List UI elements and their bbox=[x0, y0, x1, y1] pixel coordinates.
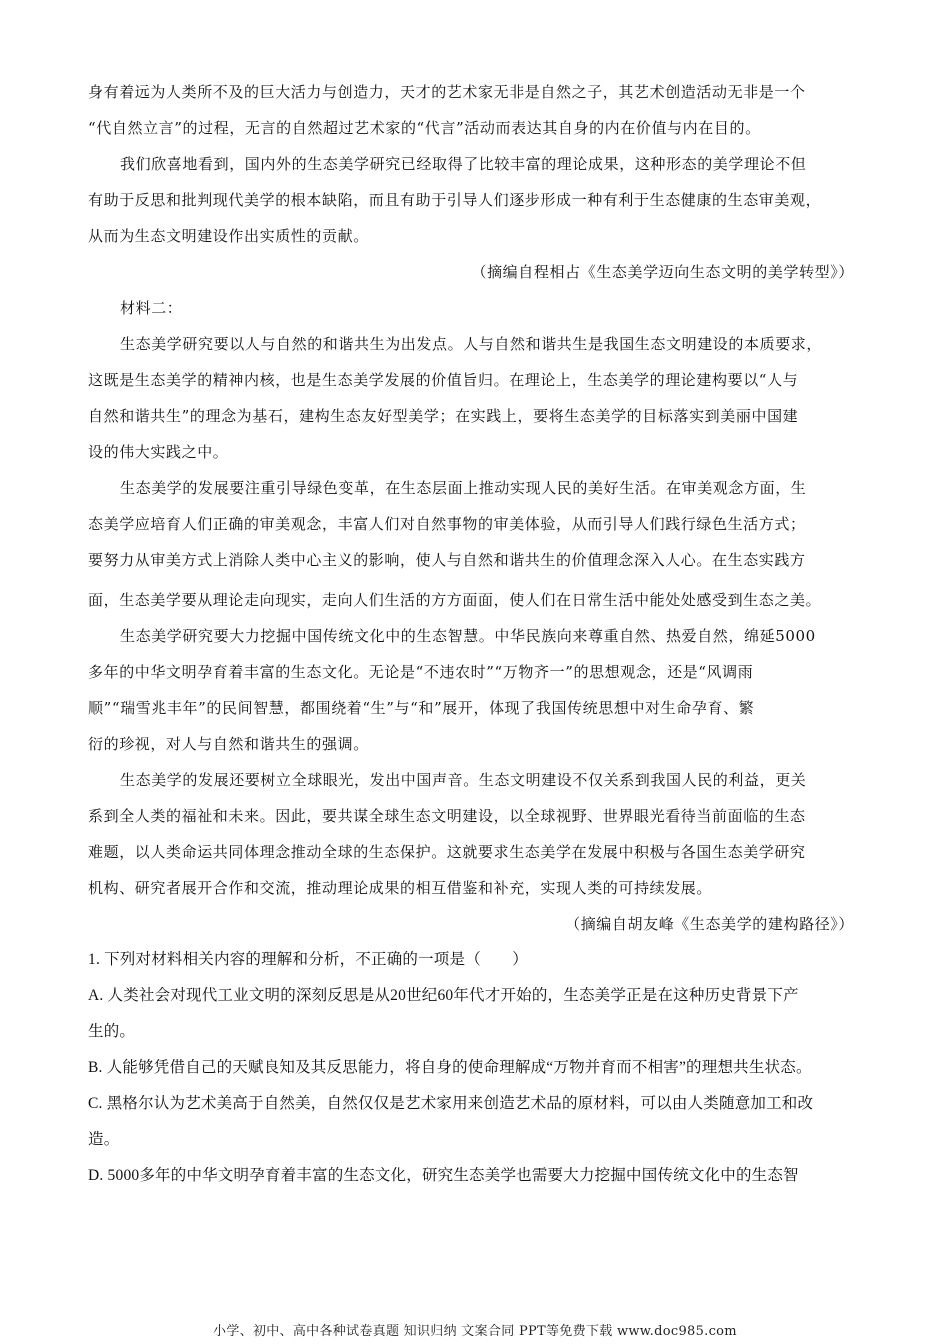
source-citation: （摘编自程相占《生态美学迈向生态文明的美学转型》） bbox=[471, 263, 854, 281]
passage-line: 设的伟大实践之中。 bbox=[88, 443, 229, 461]
option-c: C. 黑格尔认为艺术美高于自然美，自然仅仅是艺术家用来创造艺术品的原材料，可以由人类随意加工和改 bbox=[88, 1095, 814, 1112]
passage-line: 多年的中华文明孕育着丰富的生态文化。无论是“不违农时”“万物齐一”的思想观念，还是“风调雨 bbox=[88, 663, 754, 681]
option-d: D. 5000多年的中华文明孕育着丰富的生态文化，研究生态美学也需要大力挖掘中国传统文化中的生态智 bbox=[88, 1167, 799, 1184]
passage-line: 我们欣喜地看到，国内外的生态美学研究已经取得了比较丰富的理论成果，这种形态的美学理论不但 bbox=[120, 155, 807, 173]
passage-line: 机构、研究者展开合作和交流，推动理论成果的相互借鉴和补充，实现人类的可持续发展。 bbox=[88, 879, 713, 897]
option-a: A. 人类社会对现代工业文明的深刻反思是从20世纪60年代才开始的，生态美学正是在这种历史背景下产 bbox=[88, 987, 799, 1004]
option-b: B. 人能够凭借自己的天赋良知及其反思能力，将自身的使命理解成“万物并育而不相害”的理想共生状态。 bbox=[88, 1059, 812, 1076]
passage-line: “代自然立言”的过程，无言的自然超过艺术家的“代言”活动而表达其自身的内在价值与内在目的。 bbox=[88, 119, 761, 137]
passage-line: 顺”“瑞雪兆丰年”的民间智慧，都围绕着“生”与“和”展开，体现了我国传统思想中对生命孕育、繁 bbox=[88, 699, 755, 717]
passage-line: 面，生态美学要从理论走向现实，走向人们生活的方方面面，使人们在日常生活中能处处感受到生态之美。 bbox=[88, 591, 822, 609]
footer-banner: 小学、初中、高中各种试卷真题 知识归纳 文案合同 PPT等免费下载 www.doc985.com bbox=[213, 1324, 737, 1339]
passage-line: 态美学应培育人们正确的审美观念，丰富人们对自然事物的审美体验，从而引导人们践行绿色生活方式； bbox=[88, 515, 806, 533]
passage-line: 这既是生态美学的精神内核，也是生态美学发展的价值旨归。在理论上，生态美学的理论建构要以“人与 bbox=[88, 371, 799, 389]
passage-line: 生态美学的发展要注重引导绿色变革，在生态层面上推动实现人民的美好生活。在审美观念方面，生 bbox=[120, 479, 807, 497]
question-stem: 1. 下列对材料相关内容的理解和分析，不正确的一项是（ ） bbox=[88, 951, 529, 968]
passage-line: 身有着远为人类所不及的巨大活力与创造力，天才的艺术家无非是自然之子，其艺术创造活动无非是一个 bbox=[88, 83, 806, 101]
passage-line: 衍的珍视，对人与自然和谐共生的强调。 bbox=[88, 735, 369, 753]
source-citation: （摘编自胡友峰《生态美学的建构路径》） bbox=[565, 915, 854, 933]
passage-line: 要努力从审美方式上消除人类中心主义的影响，使人与自然和谐共生的价值理念深入人心。在生态实践方 bbox=[88, 551, 806, 569]
passage-line: 生态美学研究要以人与自然的和谐共生为出发点。人与自然和谐共生是我国生态文明建设的本质要求， bbox=[120, 335, 823, 353]
passage-line: 生态美学的发展还要树立全球眼光，发出中国声音。生态文明建设不仅关系到我国人民的利益，更关 bbox=[120, 771, 807, 789]
passage-line: 有助于反思和批判现代美学的根本缺陷，而且有助于引导人们逐步形成一种有利于生态健康的生态审美观， bbox=[88, 191, 822, 209]
passage-line: 难题，以人类命运共同体理念推动全球的生态保护。这就要求生态美学在发展中积极与各国生态美学研究 bbox=[88, 843, 806, 861]
passage-line: 生态美学研究要大力挖掘中国传统文化中的生态智慧。中华民族向来尊重自然、热爱自然，绵延5000 bbox=[120, 627, 816, 645]
passage-line: 从而为生态文明建设作出实质性的贡献。 bbox=[88, 227, 369, 245]
passage-line: 系到全人类的福祉和未来。因此，要共谋全球生态文明建设，以全球视野、世界眼光看待当前面临的生态 bbox=[88, 807, 806, 825]
option-c-continued: 造。 bbox=[88, 1131, 120, 1148]
section-heading: 材料二： bbox=[120, 299, 183, 317]
option-a-continued: 生的。 bbox=[88, 1023, 136, 1040]
passage-line: 自然和谐共生”的理念为基石，建构生态友好型美学；在实践上，要将生态美学的目标落实到美丽中国建 bbox=[88, 407, 799, 425]
